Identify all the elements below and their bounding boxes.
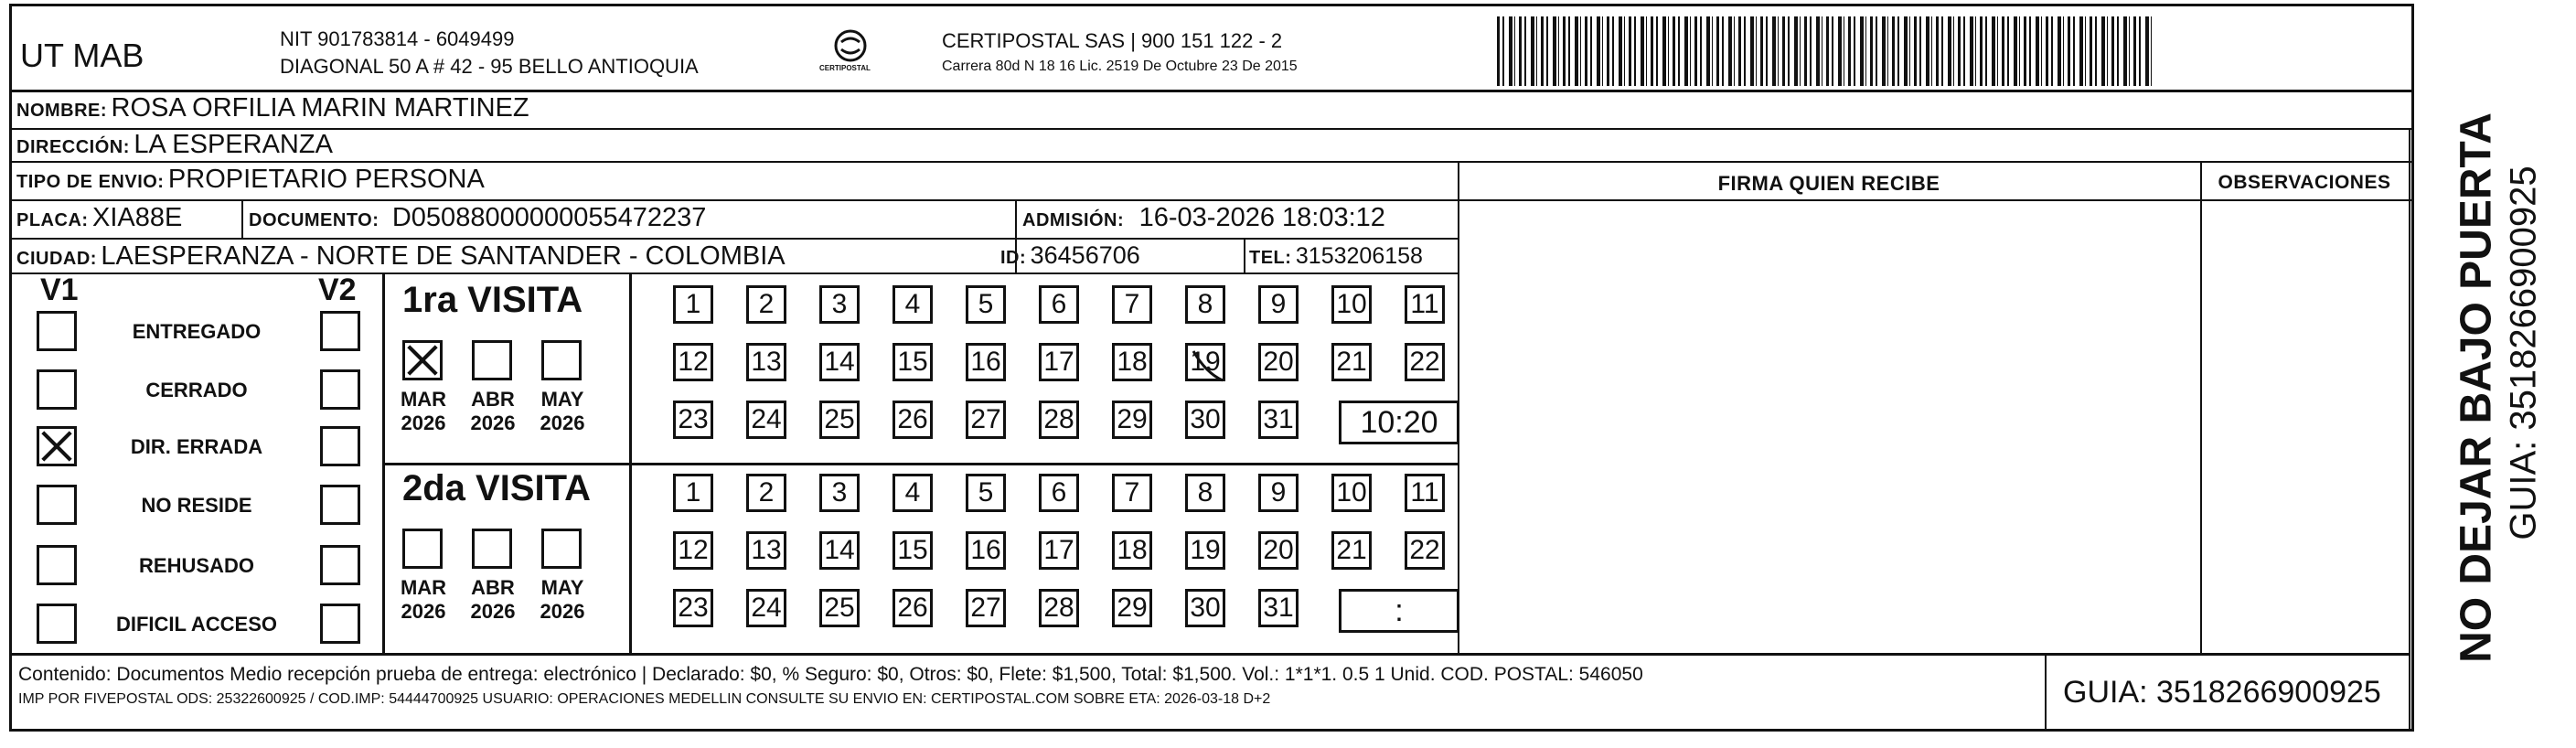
- documento-field: [249, 203, 706, 233]
- company-address: DIAGONAL 50 A # 42 - 95 BELLO ANTIOQUIA: [280, 55, 699, 78]
- v1-checkbox[interactable]: [37, 311, 77, 351]
- day-box[interactable]: 14: [819, 531, 860, 570]
- v1-checkbox[interactable]: [37, 426, 77, 466]
- year-label: 2026: [401, 411, 446, 434]
- nombre-row: [16, 93, 529, 123]
- documento-label: DOCUMENTO:: [249, 210, 379, 230]
- v1-header: V1: [40, 272, 79, 307]
- tipo-value: PROPIETARIO PERSONA: [167, 165, 485, 194]
- day-box[interactable]: 23: [673, 589, 713, 627]
- tel-label: TEL:: [1249, 248, 1292, 268]
- side-guia: GUIA: 3518266900925: [2503, 166, 2544, 540]
- day-box[interactable]: 23: [673, 401, 713, 439]
- day-box[interactable]: 15: [893, 531, 933, 570]
- time-box[interactable]: 10:20: [1339, 401, 1459, 444]
- direccion-value: LA ESPERANZA: [134, 130, 333, 159]
- v2-header: V2: [318, 272, 357, 307]
- day-box[interactable]: 20: [1258, 343, 1299, 381]
- visit1-title: 1ra VISITA: [402, 280, 583, 320]
- day-box[interactable]: 2: [746, 285, 786, 324]
- status-label: ENTREGADO: [132, 320, 262, 343]
- footer-imp: IMP POR FIVEPOSTAL ODS: 25322600925 / COD.IMP: 54444700925 USUARIO: OPERACIONES MEDELLIN CONSULTE SU ENVIO EN: CERTIPOSTAL.COM SOBRE ETA: 2026-03-18 D+2: [18, 691, 1271, 707]
- id-value: 36456706: [1030, 241, 1140, 269]
- col-line: [241, 199, 243, 238]
- status-label: CERRADO: [145, 379, 248, 401]
- ciudad-value: LAESPERANZA - NORTE DE SANTANDER - COLOMBIA: [101, 241, 786, 271]
- day-box[interactable]: 24: [746, 401, 786, 439]
- day-box[interactable]: 7: [1112, 474, 1152, 512]
- day-box[interactable]: 17: [1039, 343, 1079, 381]
- day-box[interactable]: 13: [746, 531, 786, 570]
- month-checkbox[interactable]: [541, 340, 582, 380]
- day-box[interactable]: 27: [966, 589, 1006, 627]
- v2-checkbox[interactable]: [320, 545, 360, 585]
- day-box[interactable]: 8: [1185, 285, 1225, 324]
- admision-label: ADMISIÓN:: [1022, 210, 1125, 230]
- ciudad-field: [16, 241, 786, 272]
- v1-checkbox[interactable]: [37, 604, 77, 644]
- month-checkbox[interactable]: [472, 529, 512, 569]
- day-box[interactable]: 26: [893, 401, 933, 439]
- status-label: REHUSADO: [139, 554, 254, 577]
- day-box[interactable]: 1: [673, 285, 713, 324]
- day-box[interactable]: 9: [1258, 474, 1299, 512]
- month-label: MAY: [540, 576, 584, 599]
- carrier-name: CERTIPOSTAL SAS | 900 151 122 - 2: [942, 29, 1283, 52]
- col-line: [2409, 128, 2410, 732]
- placa-field: [16, 203, 182, 233]
- footer-top: [9, 653, 2409, 656]
- day-box[interactable]: 27: [966, 401, 1006, 439]
- year-label: 2026: [540, 411, 585, 434]
- v2-checkbox[interactable]: [320, 369, 360, 410]
- day-box[interactable]: 12: [673, 343, 713, 381]
- day-box[interactable]: 7: [1112, 285, 1152, 324]
- nombre-label: NOMBRE:: [16, 101, 108, 121]
- day-box[interactable]: 18: [1112, 531, 1152, 570]
- day-box[interactable]: 16: [966, 343, 1006, 381]
- month-checkbox[interactable]: [402, 529, 443, 569]
- id-field: [1000, 241, 1140, 270]
- footer-guia: GUIA: 3518266900925: [2063, 675, 2381, 710]
- nombre-value: ROSA ORFILIA MARIN MARTINEZ: [111, 93, 529, 123]
- day-box[interactable]: 29: [1112, 401, 1152, 439]
- day-box[interactable]: 26: [893, 589, 933, 627]
- v2-checkbox[interactable]: [320, 485, 360, 525]
- company-nit: NIT 901783814 - 6049499: [280, 27, 515, 50]
- barcode: [1497, 16, 2155, 86]
- day-box[interactable]: 10: [1331, 474, 1372, 512]
- day-box[interactable]: 5: [966, 474, 1006, 512]
- row-line: [9, 161, 2414, 163]
- year-label: 2026: [401, 600, 446, 623]
- direccion-label: DIRECCIÓN:: [16, 137, 130, 157]
- month-checkbox[interactable]: [472, 340, 512, 380]
- day-check-mark: [1188, 346, 1228, 384]
- row-line: [9, 199, 2414, 201]
- day-box[interactable]: 13: [746, 343, 786, 381]
- day-box[interactable]: 9: [1258, 285, 1299, 324]
- day-box[interactable]: 12: [673, 531, 713, 570]
- side-warning: NO DEJAR BAJO PUERTA: [2452, 112, 2501, 663]
- footer-contenido: Contenido: Documentos Medio recepción prueba de entrega: electrónico | Declarado: $0, % Seguro: $0, Otros: $0, Flete: $1,500, Total: $1,500. Vol.: 1*1*1. 0.5 1 Unid. COD. POSTAL: 546050: [18, 664, 1643, 685]
- day-box[interactable]: 30: [1185, 589, 1225, 627]
- v2-checkbox[interactable]: [320, 311, 360, 351]
- ciudad-label: CIUDAD:: [16, 249, 97, 269]
- day-box[interactable]: 4: [893, 285, 933, 324]
- day-box[interactable]: 8: [1185, 474, 1225, 512]
- day-box[interactable]: 15: [893, 343, 933, 381]
- row-line: [9, 272, 1458, 274]
- placa-value: XIA88E: [92, 203, 183, 232]
- tipo-row: [16, 165, 485, 195]
- v2-checkbox[interactable]: [320, 426, 360, 466]
- month-checkbox[interactable]: [402, 340, 443, 380]
- day-box[interactable]: 25: [819, 401, 860, 439]
- day-box[interactable]: 21: [1331, 343, 1372, 381]
- day-box[interactable]: 28: [1039, 401, 1079, 439]
- day-box[interactable]: 19: [1185, 343, 1225, 381]
- day-box[interactable]: 14: [819, 343, 860, 381]
- year-label: 2026: [470, 600, 516, 623]
- tel-field: [1249, 243, 1423, 270]
- v2-checkbox[interactable]: [320, 604, 360, 644]
- header-divider: [9, 90, 2414, 92]
- admision-field: [1022, 203, 1385, 233]
- day-box[interactable]: 18: [1112, 343, 1152, 381]
- direccion-row: [16, 130, 333, 160]
- v1-checkbox[interactable]: [37, 485, 77, 525]
- firma-header: FIRMA QUIEN RECIBE: [1717, 172, 1940, 195]
- month-checkbox[interactable]: [541, 529, 582, 569]
- placa-label: PLACA:: [16, 210, 89, 230]
- day-box[interactable]: 3: [819, 474, 860, 512]
- day-box[interactable]: 17: [1039, 531, 1079, 570]
- day-box[interactable]: 22: [1405, 343, 1445, 381]
- month-label: MAR: [400, 576, 447, 599]
- observaciones-header: OBSERVACIONES: [2218, 172, 2391, 193]
- day-box[interactable]: 10: [1331, 285, 1372, 324]
- day-box[interactable]: 4: [893, 474, 933, 512]
- day-box[interactable]: 1: [673, 474, 713, 512]
- company-name: UT MAB: [20, 37, 144, 74]
- day-box[interactable]: 6: [1039, 285, 1079, 324]
- status-label: DIR. ERRADA: [130, 435, 263, 458]
- v1-checkbox[interactable]: [37, 545, 77, 585]
- row-line: [9, 128, 2414, 130]
- v1-checkbox[interactable]: [37, 369, 77, 410]
- day-box[interactable]: 5: [966, 285, 1006, 324]
- year-label: 2026: [470, 411, 516, 434]
- visit-split: [382, 463, 1458, 465]
- month-label: MAY: [540, 388, 584, 411]
- day-box[interactable]: 29: [1112, 589, 1152, 627]
- row-line: [9, 238, 1458, 240]
- day-box[interactable]: 22: [1405, 531, 1445, 570]
- day-box[interactable]: 31: [1258, 401, 1299, 439]
- day-box[interactable]: 21: [1331, 531, 1372, 570]
- time-box[interactable]: :: [1339, 589, 1459, 633]
- documento-value: D05088000000055472237: [391, 203, 707, 232]
- day-box[interactable]: 31: [1258, 589, 1299, 627]
- month-label: ABR: [471, 576, 515, 599]
- day-box[interactable]: 2: [746, 474, 786, 512]
- day-box[interactable]: 6: [1039, 474, 1079, 512]
- day-box[interactable]: 11: [1405, 474, 1445, 512]
- tel-value: 3153206158: [1295, 243, 1423, 269]
- col-line: [1244, 238, 1245, 272]
- id-label: ID:: [1000, 248, 1027, 268]
- col-line: [2200, 161, 2202, 653]
- day-box[interactable]: 16: [966, 531, 1006, 570]
- footer-divider: [2045, 653, 2047, 732]
- day-box[interactable]: 28: [1039, 589, 1079, 627]
- tipo-label: TIPO DE ENVIO:: [16, 172, 165, 192]
- admision-value: 16-03-2026 18:03:12: [1138, 203, 1385, 232]
- visit2-title: 2da VISITA: [402, 468, 591, 508]
- day-box[interactable]: 3: [819, 285, 860, 324]
- day-box[interactable]: 30: [1185, 401, 1225, 439]
- day-box[interactable]: 24: [746, 589, 786, 627]
- year-label: 2026: [540, 600, 585, 623]
- month-label: MAR: [400, 388, 447, 411]
- day-box[interactable]: 25: [819, 589, 860, 627]
- status-label: DIFICIL ACCESO: [115, 613, 277, 636]
- certipostal-logo-icon: [814, 27, 887, 82]
- day-box[interactable]: 11: [1405, 285, 1445, 324]
- logo-text: CERTIPOSTAL: [819, 64, 871, 72]
- status-label: NO RESIDE: [141, 494, 252, 517]
- carrier-license: Carrera 80d N 18 16 Lic. 2519 De Octubre 23 De 2015: [942, 59, 1298, 74]
- month-label: ABR: [471, 388, 515, 411]
- day-box[interactable]: 19: [1185, 531, 1225, 570]
- day-box[interactable]: 20: [1258, 531, 1299, 570]
- certipostal-logo: [814, 27, 887, 82]
